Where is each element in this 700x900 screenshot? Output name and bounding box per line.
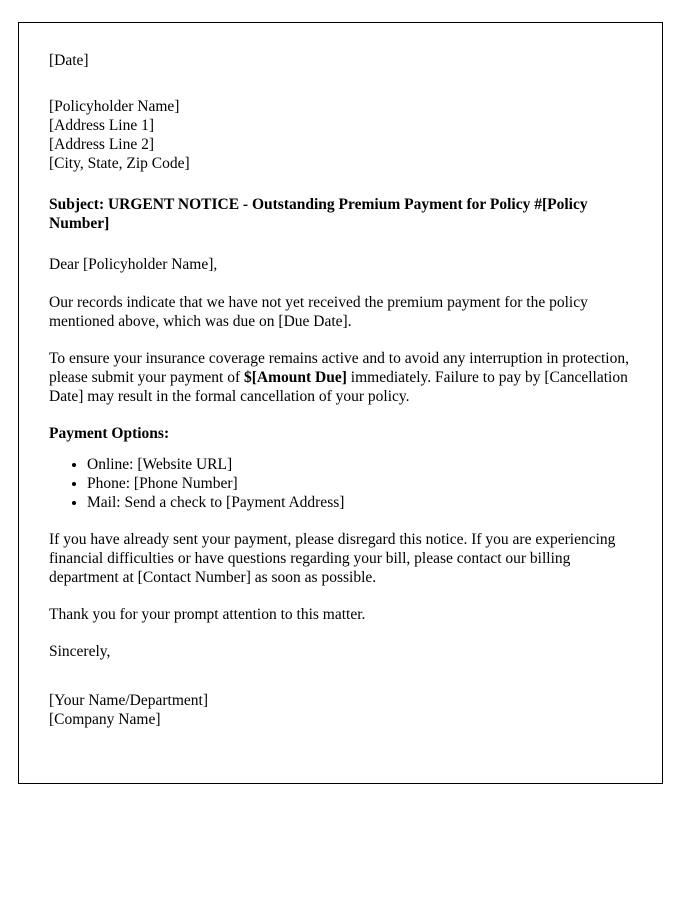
letter-sign-off: Sincerely,	[49, 643, 111, 660]
letter-body	[49, 51, 634, 729]
payment-options-heading: Payment Options:	[49, 425, 170, 442]
signature-company: [Company Name]	[49, 711, 161, 728]
recipient-address-line-2: [Address Line 2]	[49, 136, 155, 153]
recipient-city-state-zip: [City, State, Zip Code]	[49, 155, 190, 172]
list-item: • Online: [Website URL]	[87, 455, 634, 474]
paragraph-disregard-notice: If you have already sent your payment, please disregard this notice. If you are experiencing financial difficulties or have questions regarding your bill, please contact our billing department at [Contact Number] as soon as possible.	[49, 531, 616, 586]
recipient-address-line-1: [Address Line 1]	[49, 117, 155, 134]
letter-frame	[18, 22, 663, 784]
paragraph-payment-request	[49, 349, 634, 406]
letter-salutation: Dear [Policyholder Name],	[49, 256, 218, 273]
amount-due-value: $[Amount Due]	[244, 369, 347, 386]
recipient-name: [Policyholder Name]	[49, 98, 180, 115]
signature-name-department: [Your Name/Department]	[49, 692, 208, 709]
signature-block	[49, 691, 634, 729]
paragraph-overdue-notice: Our records indicate that we have not yet received the premium payment for the policy mentioned above, which was due on [Due Date].	[49, 294, 588, 330]
list-item: • Mail: Send a check to [Payment Address]	[87, 493, 634, 512]
date-block	[49, 51, 634, 70]
recipient-address-block	[49, 97, 634, 173]
letter-date: [Date]	[49, 52, 89, 69]
paragraph-payment-request-part-2: immediately. Failure to pay by [Cancellation Date] may result in the formal cancellation of your policy.	[49, 369, 628, 405]
letter-subject: Subject: URGENT NOTICE - Outstanding Premium Payment for Policy #[Policy Number]	[49, 196, 588, 232]
payment-options-list	[49, 455, 634, 512]
paragraph-thanks: Thank you for your prompt attention to this matter.	[49, 606, 366, 623]
paragraph-payment-request-part-1: To ensure your insurance coverage remains active and to avoid any interruption in protection, please submit your payment of	[49, 350, 629, 386]
list-item: • Phone: [Phone Number]	[87, 474, 634, 493]
